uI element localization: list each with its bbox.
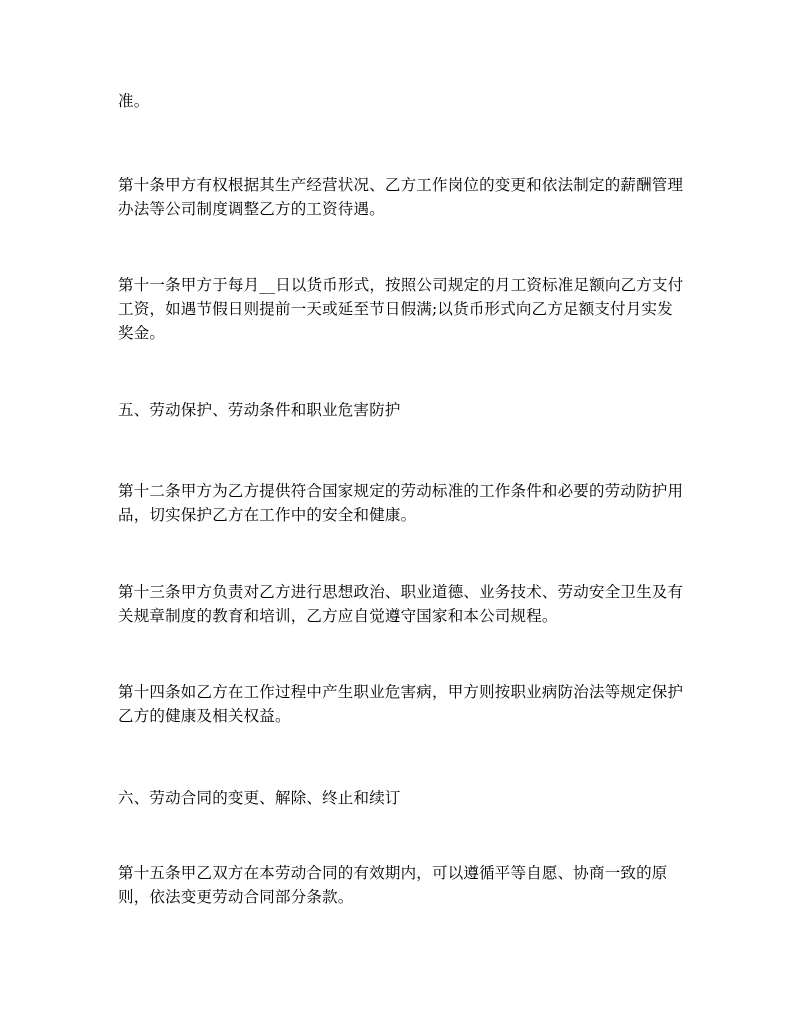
paragraph-article-15	[118, 861, 698, 909]
text-line: 第十一条甲方于每月__日以货币形式，按照公司规定的月工资标准足额向乙方支付	[118, 276, 684, 294]
text-line: 关规章制度的教育和培训，乙方应自觉遵守国家和本公司规程。	[118, 607, 558, 625]
paragraph-article-13	[118, 580, 698, 628]
text-line: 第十五条甲乙双方在本劳动合同的有效期内，可以遵循平等自愿、协商一致的原	[118, 864, 668, 882]
text-line: 第十条甲方有权根据其生产经营状况、乙方工作岗位的变更和依法制定的薪酬管理	[118, 176, 684, 194]
paragraph-article-11	[118, 273, 698, 345]
section-heading-6	[118, 786, 698, 810]
text-line: 工资，如遇节假日则提前一天或延至节日假满;以货币形式向乙方足额支付月实发	[118, 300, 673, 318]
text-line: 六、劳动合同的变更、解除、终止和续订	[118, 789, 401, 807]
text-line: 品，切实保护乙方在工作中的安全和健康。	[118, 506, 417, 524]
paragraph-article-12	[118, 479, 698, 527]
paragraph-article-10	[118, 173, 698, 221]
text-line: 办法等公司制度调整乙方的工资待遇。	[118, 200, 385, 218]
text-line: 第十三条甲方负责对乙方进行思想政治、职业道德、业务技术、劳动安全卫生及有	[118, 583, 684, 601]
text-line: 第十二条甲方为乙方提供符合国家规定的劳动标准的工作条件和必要的劳动防护用	[118, 482, 684, 500]
paragraph-article-14	[118, 680, 698, 728]
text-line: 奖金。	[118, 324, 166, 342]
paragraph-fragment	[118, 89, 698, 113]
text-line: 准。	[118, 92, 150, 110]
text-line: 乙方的健康及相关权益。	[118, 707, 291, 725]
text-line: 第十四条如乙方在工作过程中产生职业危害病，甲方则按职业病防治法等规定保护	[118, 683, 684, 701]
text-line: 五、劳动保护、劳动条件和职业危害防护	[118, 401, 401, 419]
section-heading-5	[118, 398, 698, 422]
text-line: 则，依法变更劳动合同部分条款。	[118, 888, 354, 906]
